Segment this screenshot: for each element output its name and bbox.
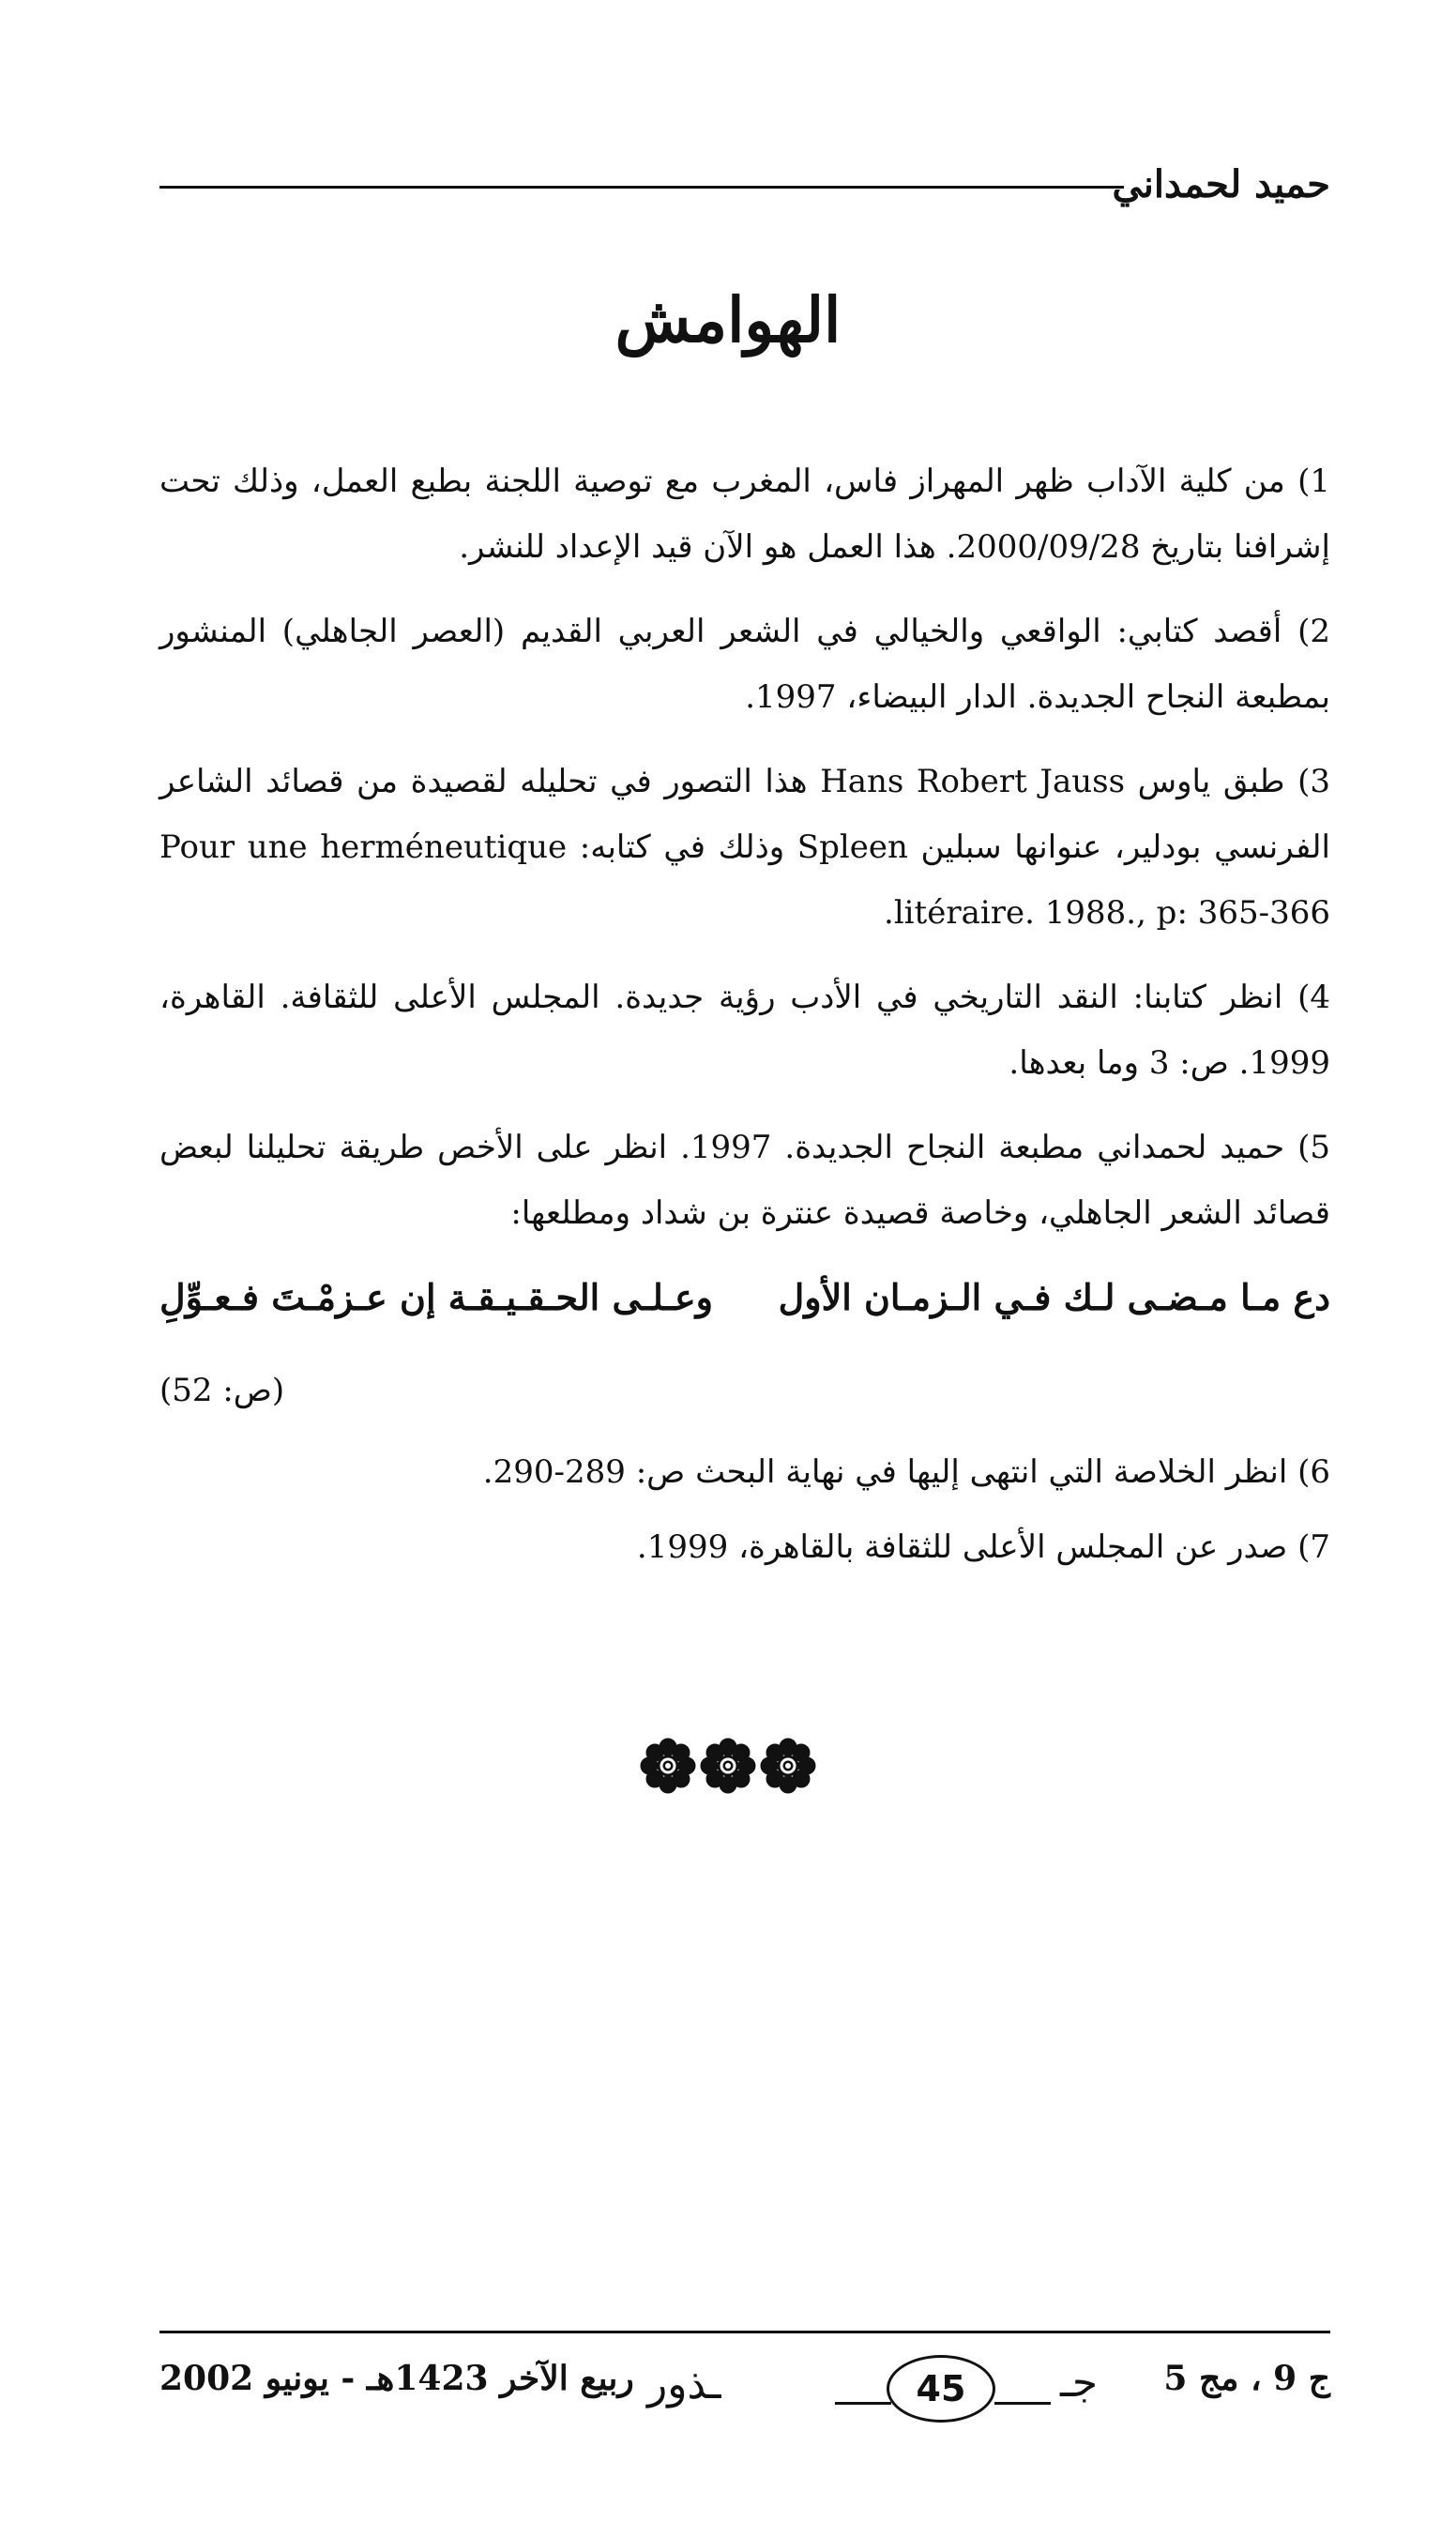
- footnote-text: طبق ياوس Hans Robert Jauss هذا التصور في تحليله لقصيدة من قصائد الشاعر الفرنسي بودلير، عنوانها سبلين Spleen وذلك في كتابه: Pour une herméneutique litéraire. 1988., p: 365-366.: [159, 763, 1330, 932]
- footnote-text: انظر كتابنا: النقد التاريخي في الأدب رؤية جديدة. المجلس الأعلى للثقافة. القاهرة، 1999. ص: 3 وما بعدها.: [159, 979, 1330, 1082]
- running-header: [159, 161, 1330, 208]
- journal-stroke: [994, 2402, 1051, 2405]
- page-title: الهوامش: [614, 283, 842, 357]
- verse-second-hemistich: وعـلـى الحـقـيـقـة إن عـزمْـتَ فـعـوِّلِ: [159, 1276, 713, 1318]
- poetry-verse: [159, 1265, 1330, 1330]
- footnote-text: صدر عن المجلس الأعلى للثقافة بالقاهرة، 1999.: [636, 1528, 1288, 1566]
- verse-first-hemistich: دع مـا مـضـى لـك فـي الـزمـان الأول: [778, 1276, 1330, 1318]
- footnote-number: 1): [1297, 463, 1330, 500]
- footnote-text: حميد لحمداني مطبعة النجاح الجديدة. 1997. انظر على الأخص طريقة تحليلنا لبعض قصائد الشعر الجاهلي، وخاصة قصيدة عنترة بن شداد ومطلعها:: [159, 1129, 1330, 1232]
- header-author: حميد لحمداني: [1112, 162, 1330, 206]
- footnotes-list: [159, 448, 1330, 1265]
- footer-date: ربيع الآخر 1423هـ - يونيو 2002: [159, 2359, 634, 2398]
- footnote-number: 3): [1297, 763, 1330, 800]
- footnote-number: 5): [1297, 1129, 1330, 1166]
- flower-ornament-graphic: [634, 1736, 822, 1796]
- page-number: 45: [887, 2355, 995, 2423]
- header-rule: [159, 186, 1124, 189]
- flower-ornament-icon: [0, 1736, 1456, 1801]
- footnote-7: [159, 1514, 1330, 1580]
- footnote-text: أقصد كتابي: الواقعي والخيالي في الشعر العربي القديم (العصر الجاهلي) المنشور بمطبعة النجاح الجديدة. الدار البيضاء، 1997.: [159, 613, 1330, 716]
- footnote-3: [159, 749, 1330, 946]
- footnote-4: [159, 965, 1330, 1096]
- page-footer: [159, 2346, 1330, 2430]
- journal-name-start: جـ: [1060, 2359, 1099, 2407]
- footnote-number: 6): [1297, 1453, 1330, 1491]
- footer-volume: ج 9 ، مج 5: [1163, 2359, 1330, 2398]
- footnote-text: انظر الخلاصة التي انتهى إليها في نهاية البحث ص: 289-290.: [482, 1453, 1288, 1491]
- journal-name-ending: ـذور: [647, 2361, 721, 2408]
- journal-stroke: [835, 2402, 891, 2405]
- footnote-2: [159, 599, 1330, 730]
- verse-page-reference: (ص: 52): [159, 1372, 285, 1409]
- footnote-number: 7): [1297, 1528, 1330, 1566]
- footnote-number: 2): [1297, 613, 1331, 650]
- footer-journal-logo: [647, 2349, 1135, 2424]
- footnote-text: من كلية الآداب ظهر المهراز فاس، المغرب مع توصية اللجنة بطبع العمل، وذلك تحت إشرافنا بتاريخ 2000/09/28. هذا العمل هو الآن قيد الإعداد للنشر.: [159, 463, 1330, 566]
- footer-rule: [159, 2331, 1330, 2333]
- footnote-5: [159, 1115, 1330, 1246]
- footnote-6: [159, 1439, 1330, 1505]
- footnote-number: 4): [1297, 979, 1331, 1016]
- footnotes-list-continued: [159, 1439, 1330, 1589]
- footnote-1: [159, 448, 1330, 580]
